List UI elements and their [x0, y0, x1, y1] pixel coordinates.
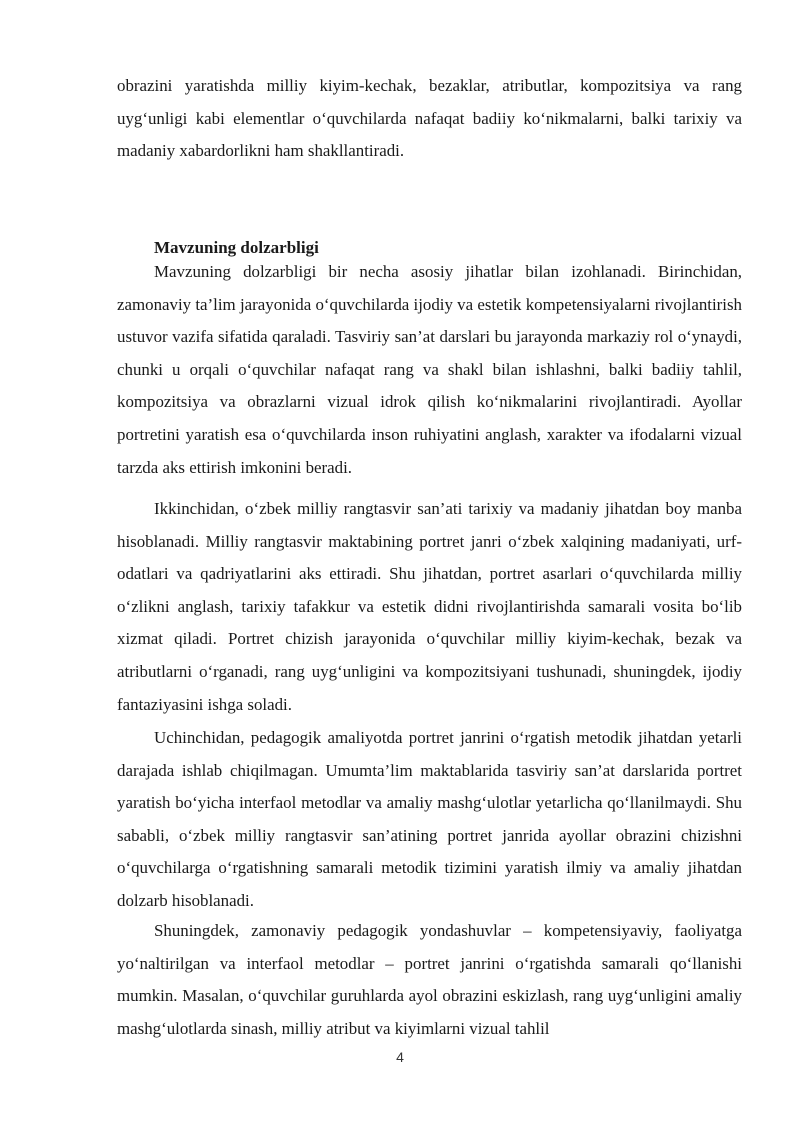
paragraph-4: Shuningdek, zamonaviy pedagogik yondashuvlar – kompetensiyaviy, faoliyatga yo‘naltirilgan va interfaol metodlar – portret janrini o‘rgatishda samarali qo‘llanishi mumkin. Masalan, o‘quvchilar guruhlarda ayol obrazini eskizlash, rang uyg‘unligini amaliy mashg‘ulotlarda sinash, milliy atribut va kiyimlarni vizual tahlil	[117, 921, 742, 1038]
continued-paragraph: obrazini yaratishda milliy kiyim-kechak, bezaklar, atributlar, kompozitsiya va rang uyg‘unligi kabi elementlar o‘quvchilarda nafaqat badiiy ko‘nikmalarni, balki tarixiy va madaniy xabardorlikni ham shakllantiradi.	[117, 76, 742, 161]
paragraph-3: Uchinchidan, pedagogik amaliyotda portret janrini o‘rgatish metodik jihatdan yetarli darajada ishlab chiqilmagan. Umumta’lim maktablarida tasviriy san’at darslarida portret yaratish bo‘yicha interfaol metodlar va amaliy mashg‘ulotlar yetarlicha qo‘llanilmaydi. Shu sababli, o‘zbek milliy rangtasvir san’atining portret janrida ayollar obrazini chizishni o‘quvchilarga o‘rgatishning samarali metodik tizimini yaratish ilmiy va amaliy jihatdan dolzarb hisoblanadi.	[117, 728, 742, 910]
paragraph-1: Mavzuning dolzarbligi bir necha asosiy jihatlar bilan izohlanadi. Birinchidan, zamonaviy ta’lim jarayonida o‘quvchilarda ijodiy va estetik kompetensiyalarni rivojlantirish ustuvor vazifa sifatida qaraladi. Tasviriy san’at darslari bu jarayonda markaziy rol o‘ynaydi, chunki u orqali o‘quvchilar nafaqat rang va shakl bilan ishlashni, balki badiiy tahlil, kompozitsiya va obrazlarni vizual idrok qilish ko‘nikmalarini rivojlantiradi. Ayollar portretini yaratish esa o‘quvchilarda inson ruhiyatini anglash, xarakter va ifodalarni vizual tarzda aks ettirish imkonini beradi.	[117, 262, 742, 477]
paragraph-2: Ikkinchidan, o‘zbek milliy rangtasvir san’ati tarixiy va madaniy jihatdan boy manba hisoblanadi. Milliy rangtasvir maktabining portret janri o‘zbek xalqining madaniyati, urf-odatlari va qadriyatlarini aks ettiradi. Shu jihatdan, portret asarlari o‘quvchilarda milliy o‘zlikni anglash, tarixiy tafakkur va estetik didni rivojlantirishda samarali vosita bo‘lib xizmat qiladi. Portret chizish jarayonida o‘quvchilar milliy kiyim-kechak, bezak va atributlarni o‘rganadi, rang uyg‘unligini va kompozitsiyani tushunadi, shuningdek, ijodiy fantaziyasini ishga soladi.	[117, 499, 742, 714]
section-heading: Mavzuning dolzarbligi	[154, 238, 319, 257]
page-number: 4	[396, 1049, 404, 1065]
